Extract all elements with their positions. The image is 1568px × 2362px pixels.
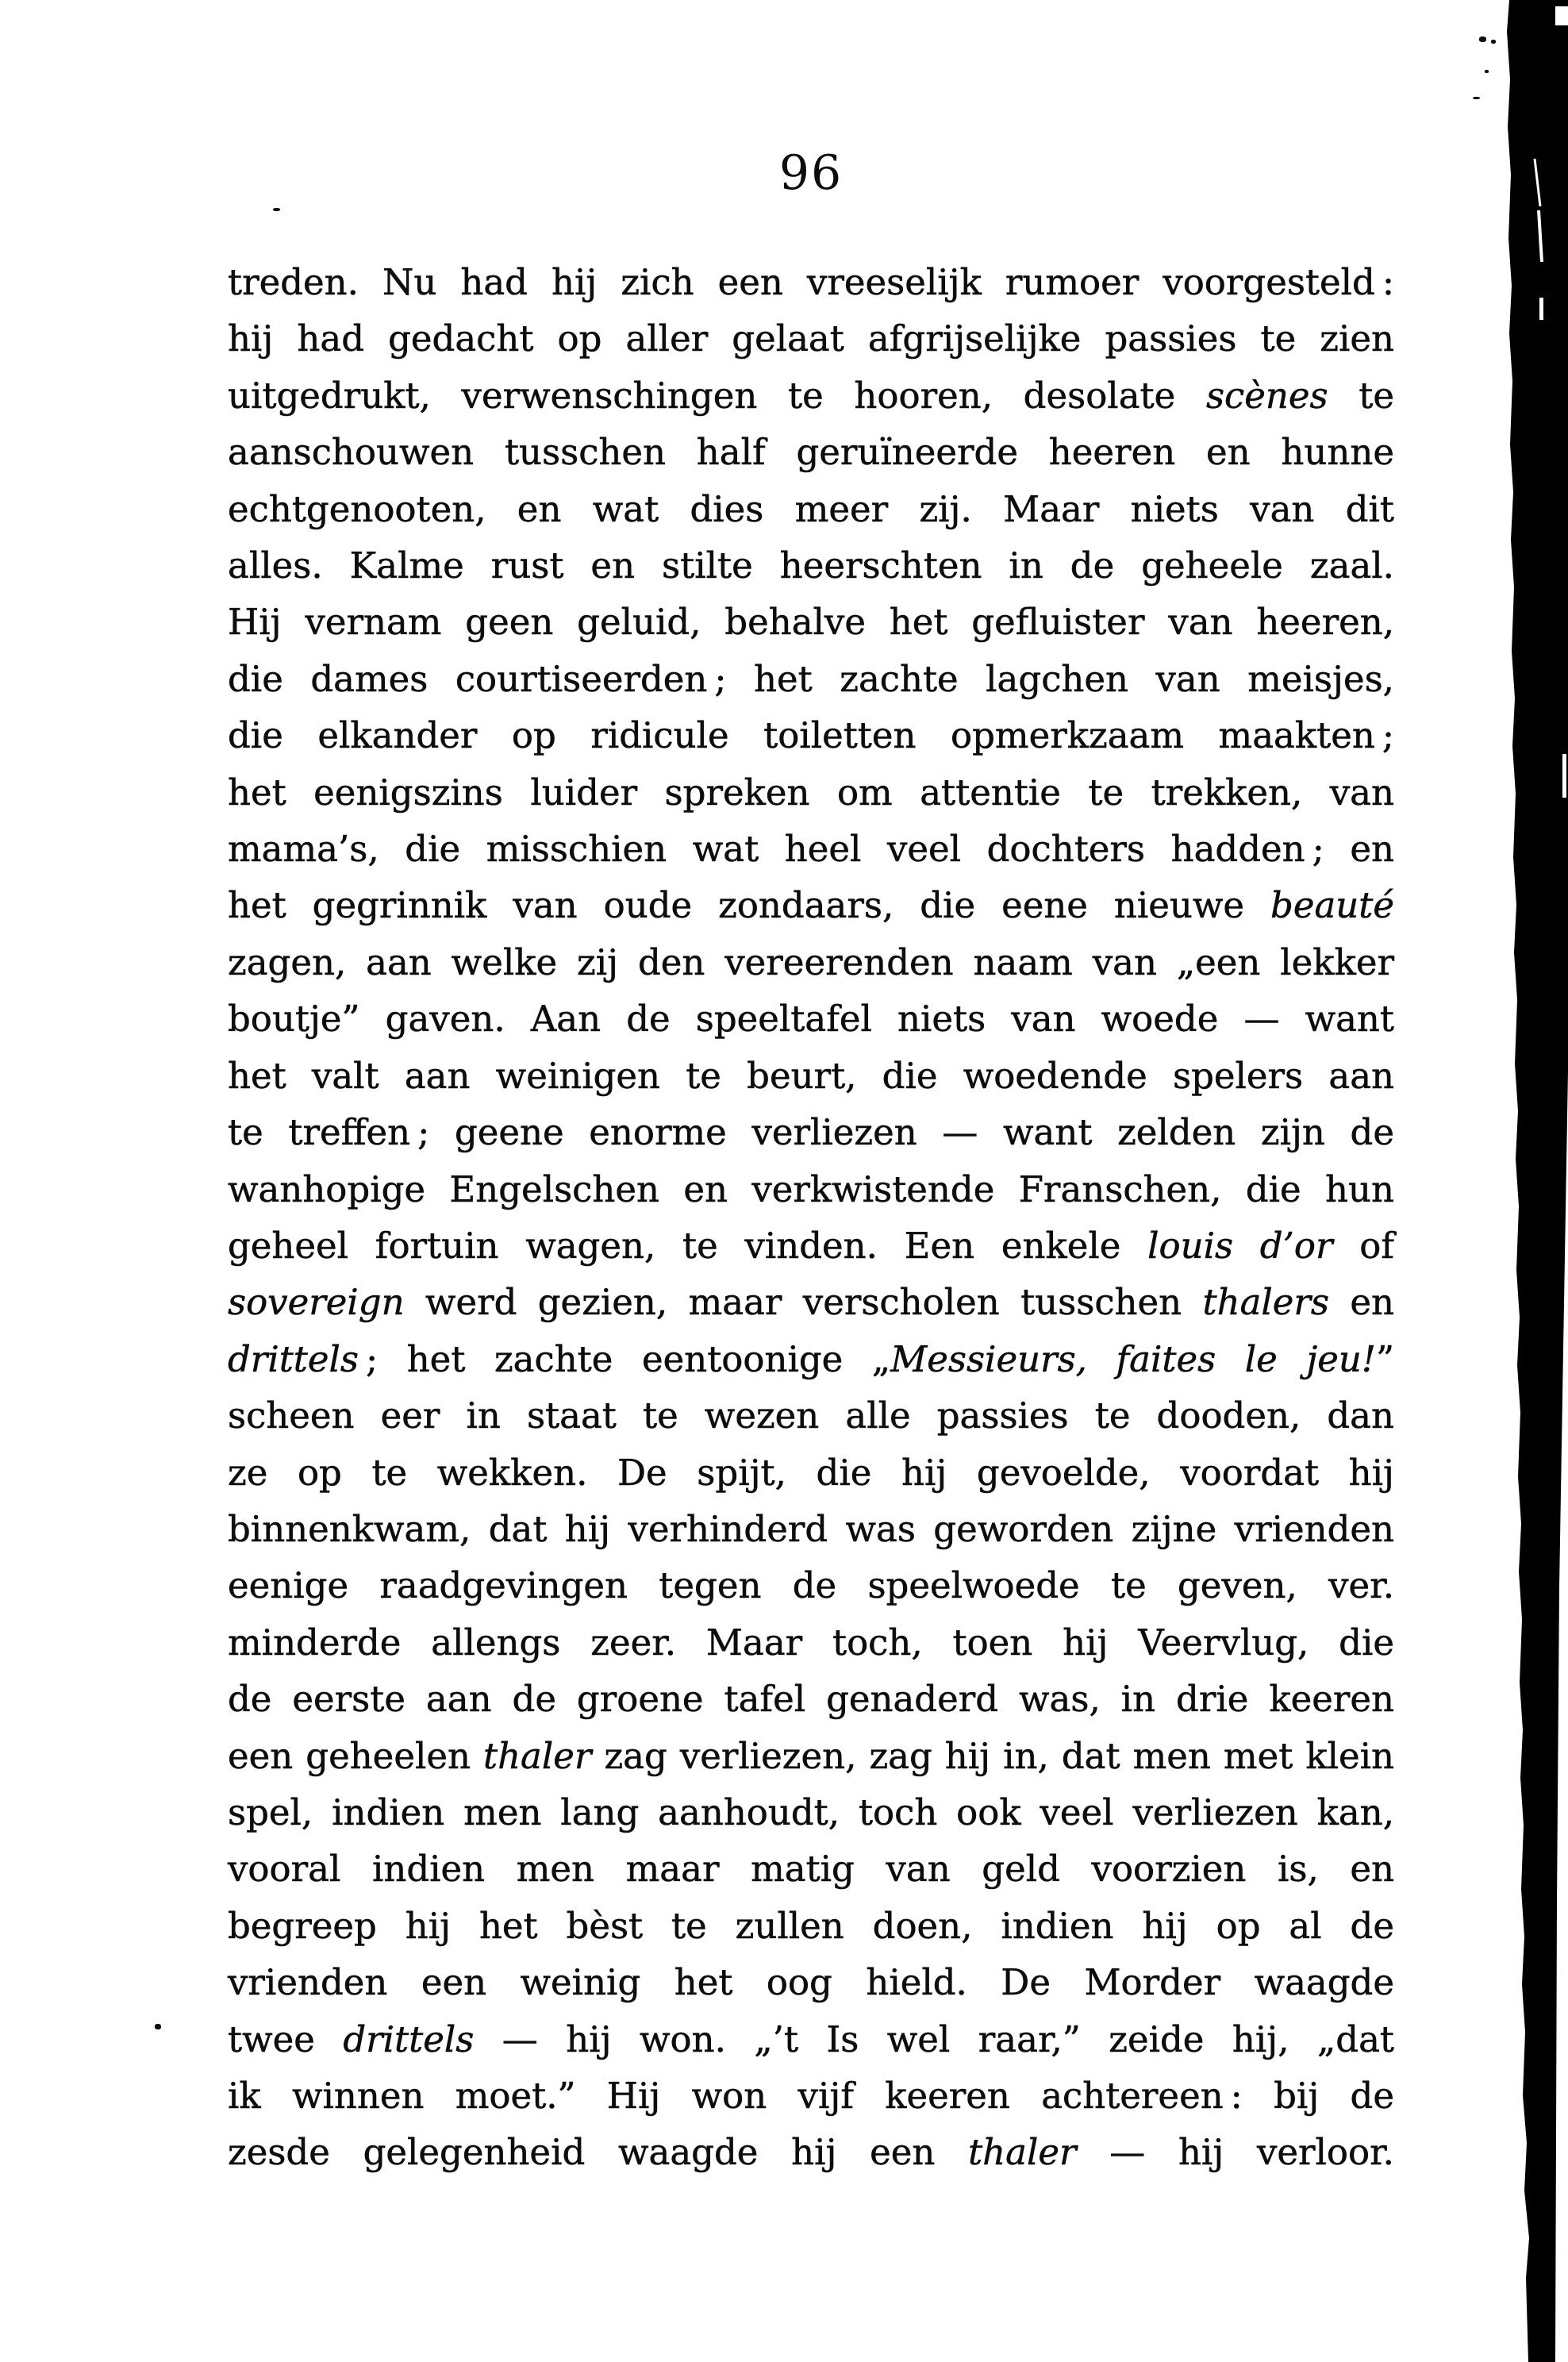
text-line bbox=[228, 1218, 1394, 1274]
scan-speck bbox=[1479, 37, 1486, 42]
text-line bbox=[228, 2068, 1394, 2124]
text-line bbox=[228, 1387, 1394, 1444]
text-segment: spel, indien men lang aanhoudt, toch ook veel verliezen kan, bbox=[228, 1791, 1394, 1833]
text-segment: thalers bbox=[1202, 1281, 1330, 1324]
text-line bbox=[228, 1841, 1394, 1897]
text-segment: werd gezien, maar verscholen tusschen bbox=[404, 1281, 1203, 1324]
text-segment: ze op te wekken. De spijt, die hij gevoelde, voordat hij bbox=[228, 1451, 1394, 1494]
page-number: 96 bbox=[778, 145, 844, 201]
text-line bbox=[228, 1954, 1394, 2010]
text-segment: — hij won. „’t Is wel raar,” zeide hij, „dat bbox=[474, 2018, 1394, 2060]
text-line bbox=[228, 1274, 1394, 1330]
text-line bbox=[228, 594, 1394, 650]
text-line bbox=[228, 1104, 1394, 1160]
scan-speck bbox=[1491, 40, 1496, 44]
text-segment: minderde allengs zeer. Maar toch, toen hij Veervlug, die bbox=[228, 1621, 1394, 1664]
text-segment: wanhopige Engelschen en verkwistende Franschen, die hun bbox=[228, 1168, 1394, 1210]
scan-speck bbox=[273, 208, 280, 211]
text-segment: scènes bbox=[1205, 374, 1328, 417]
text-segment: echtgenooten, en wat dies meer zij. Maar niets van dit bbox=[228, 487, 1394, 530]
text-line bbox=[228, 934, 1394, 991]
text-segment: Hij vernam geen geluid, behalve het gefluister van heeren, bbox=[228, 601, 1394, 644]
text-segment: begreep hij het bèst te zullen doen, indien hij op al de bbox=[228, 1904, 1394, 1947]
text-line bbox=[228, 651, 1394, 707]
text-segment: aanschouwen tusschen half geruïneerde heeren en hunne bbox=[228, 431, 1394, 474]
text-segment: een geheelen bbox=[228, 1734, 483, 1777]
text-line bbox=[228, 1728, 1394, 1784]
scan-speck bbox=[1473, 97, 1480, 99]
text-segment: vooral indien men maar matig van geld voorzien is, en bbox=[228, 1848, 1394, 1891]
text-segment: twee bbox=[228, 2018, 344, 2060]
text-line bbox=[228, 1671, 1394, 1727]
text-line bbox=[228, 1445, 1394, 1501]
text-segment: Messieurs, faites le jeu! bbox=[890, 1337, 1376, 1380]
text-line bbox=[228, 1331, 1394, 1387]
text-lines bbox=[228, 254, 1394, 2181]
text-segment: scheen eer in staat te wezen alle passies te dooden, dan bbox=[228, 1395, 1394, 1437]
text-line bbox=[228, 991, 1394, 1047]
text-segment: eenige raadgevingen tegen de speelwoede te geven, ver. bbox=[228, 1564, 1394, 1607]
text-segment: die elkander op ridicule toiletten opmerkzaam maakten ; bbox=[228, 714, 1394, 757]
binding-band-shape bbox=[1507, 0, 1568, 2362]
text-line bbox=[228, 367, 1394, 424]
text-segment: — hij verloor. bbox=[1076, 2131, 1394, 2174]
text-line bbox=[228, 481, 1394, 537]
text-segment: en bbox=[1329, 1281, 1395, 1324]
text-line bbox=[228, 2124, 1394, 2180]
text-line bbox=[228, 1161, 1394, 1218]
text-segment: te bbox=[1328, 374, 1394, 417]
text-segment: binnenkwam, dat hij verhinderd was geworden zijne vrienden bbox=[228, 1507, 1394, 1550]
text-segment: ; het zachte eentoonige „ bbox=[359, 1337, 891, 1380]
text-segment: louis d’or bbox=[1147, 1224, 1333, 1267]
text-segment: de eerste aan de groene tafel genaderd was, in drie keeren bbox=[228, 1678, 1394, 1721]
text-line bbox=[228, 424, 1394, 480]
text-segment: het gegrinnik van oude zondaars, die eene nieuwe bbox=[228, 884, 1271, 927]
text-line bbox=[228, 254, 1394, 310]
text-segment: het valt aan weinigen te beurt, die woedende spelers aan bbox=[228, 1054, 1394, 1097]
band-scratch bbox=[1539, 298, 1543, 320]
text-line bbox=[228, 1614, 1394, 1671]
text-segment: ” bbox=[1376, 1337, 1395, 1380]
band-edge-sliver bbox=[1562, 754, 1566, 798]
text-line bbox=[228, 1048, 1394, 1104]
text-segment: of bbox=[1332, 1224, 1394, 1267]
text-segment: ik winnen moet.” Hij won vijf keeren achtereen : bij de bbox=[228, 2075, 1394, 2117]
text-line bbox=[228, 2011, 1394, 2068]
band-scratch bbox=[1535, 159, 1540, 206]
text-segment: hij had gedacht op aller gelaat afgrijselijke passies te zien bbox=[228, 317, 1394, 360]
text-segment: die dames courtiseerden ; het zachte lagchen van meisjes, bbox=[228, 657, 1394, 700]
text-line bbox=[228, 764, 1394, 821]
text-segment: geheel fortuin wagen, te vinden. Een enkele bbox=[228, 1224, 1148, 1267]
text-segment: treden. Nu had hij zich een vreeselijk rumoer voorgesteld : bbox=[228, 261, 1394, 303]
text-line bbox=[228, 310, 1394, 367]
text-segment: uitgedrukt, verwenschingen te hooren, desolate bbox=[228, 374, 1206, 417]
text-segment: mama’s, die misschien wat heel veel dochters hadden ; en bbox=[228, 828, 1394, 871]
text-segment: thaler bbox=[968, 2131, 1077, 2174]
text-line bbox=[228, 1784, 1394, 1841]
text-segment: thaler bbox=[482, 1734, 592, 1777]
text-line bbox=[228, 707, 1394, 764]
text-segment: zagen, aan welke zij den vereerenden naam van „een lekker bbox=[228, 941, 1394, 983]
text-segment: vrienden een weinig het oog hield. De Morder waagde bbox=[228, 1961, 1394, 2004]
text-line bbox=[228, 877, 1394, 933]
text-segment: beauté bbox=[1270, 884, 1394, 927]
body-text bbox=[228, 254, 1394, 2181]
text-segment: te treffen ; geene enorme verliezen — want zelden zijn de bbox=[228, 1111, 1394, 1154]
text-segment: drittels bbox=[228, 1337, 359, 1380]
text-segment: zesde gelegenheid waagde hij een bbox=[228, 2131, 969, 2174]
band-white-notch bbox=[1555, 6, 1568, 25]
text-segment: boutje” gaven. Aan de speeltafel niets van woede — want bbox=[228, 998, 1394, 1041]
text-segment: drittels bbox=[343, 2018, 475, 2060]
scan-speck bbox=[155, 2024, 161, 2029]
scan-speck bbox=[1485, 70, 1489, 73]
band-scratch bbox=[1539, 210, 1542, 262]
text-segment: alles. Kalme rust en stilte heerschten in de geheele zaal. bbox=[228, 544, 1394, 587]
text-segment: het eenigszins luider spreken om attentie te trekken, van bbox=[228, 771, 1394, 814]
text-line bbox=[228, 1501, 1394, 1557]
text-line bbox=[228, 1557, 1394, 1614]
text-line bbox=[228, 537, 1394, 594]
text-line bbox=[228, 821, 1394, 877]
text-line bbox=[228, 1898, 1394, 1954]
text-segment: sovereign bbox=[228, 1281, 405, 1324]
text-segment: zag verliezen, zag hij in, dat men met klein bbox=[591, 1734, 1394, 1777]
